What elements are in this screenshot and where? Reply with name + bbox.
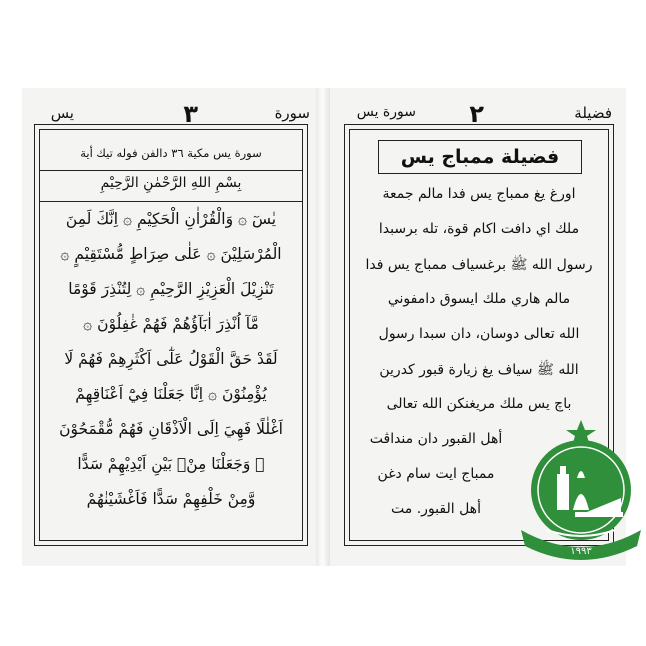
verse-line: لَقَدْ حَقَّ الْقَوْلُ عَلٰٓى اَكْثَرِهِمْ فَهُمْ لَا [64, 350, 278, 368]
right-page-number: ٢ [469, 100, 484, 128]
left-page-word: يس [50, 104, 74, 122]
text-line: رسول الله ﷺ برغسياف ممباج يس فدا [365, 257, 593, 273]
publisher-stamp [517, 418, 645, 564]
text-line: اورغ يغ ممباج يس فدا مالم جمعة [382, 186, 576, 202]
surah-info-line: سورة يس مكية ٣٦ دالفن فوله تيك أية [80, 146, 262, 160]
book-gutter [316, 88, 330, 566]
stamp-year: ١٩٩٣ [570, 546, 592, 557]
section-title-box [378, 140, 582, 174]
bismillah-rule [39, 201, 303, 202]
minaret-icon [557, 474, 569, 510]
bismillah: بِسْمِ اللهِ الرَّحْمٰنِ الرَّحِيْمِ [100, 175, 242, 191]
text-line: ممباج ايت سام دغن [377, 466, 495, 482]
right-book-title: فضيلة [574, 104, 612, 122]
surah-info-rule [39, 170, 303, 171]
text-line: الله تعالى دوسان، دان سبدا رسول [378, 326, 580, 342]
verse-line: اَغْلٰلًا فَهِيَ اِلَى الْاَذْقَانِ فَهُمْ مُّقْمَحُوْنَ [59, 420, 283, 438]
stamp-circle [531, 440, 631, 540]
text-line: أهل القبور. مت [391, 501, 481, 517]
stamp-emblem [521, 420, 641, 560]
verse-line: مَّآ اُنْذِرَ اٰبَآؤُهُمْ فَهُمْ غٰفِلُوْنَ ۞ [83, 315, 259, 333]
text-line: مالم هاري ملك ايسوق دامفوني [387, 291, 571, 307]
section-title: فضيلة ممباج يس [400, 146, 560, 168]
verse-line: تَنْزِيْلَ الْعَزِيْزِ الرَّحِيْمِ ۞ لِتُنْذِرَ قَوْمًا [68, 280, 274, 298]
text-line: الله ﷺ سياف يغ زيارة قبور كدرين [379, 362, 579, 378]
text-line: باچ يس ملك مريغنكن الله تعالى [386, 396, 572, 412]
right-surah-label: سورة يس [356, 104, 416, 120]
verse-line: يُؤْمِنُوْنَ ۞ اِنَّا جَعَلْنَا فِيْٓ اَعْنَاقِهِمْ [75, 385, 267, 403]
left-surah-label: سورة [274, 104, 310, 122]
verse-line: ۞ وَجَعَلْنَا مِنْۢ بَيْنِ اَيْدِيْهِمْ سَدًّا [77, 455, 265, 473]
verse-line: وَّمِنْ خَلْفِهِمْ سَدًّا فَاَغْشَيْنٰهُمْ [86, 490, 256, 508]
text-line: ملك اي دافت اكام قوة، تله برسبدا [378, 221, 580, 237]
text-line: أهل القبور دان منداڤت [369, 431, 503, 447]
verse-line: يٰسٓ ۞ وَالْقُرْاٰنِ الْحَكِيْمِ ۞ اِنَّكَ لَمِنَ [65, 210, 277, 228]
left-page-number: ٣ [183, 100, 198, 128]
verse-line: الْمُرْسَلِيْنَ ۞ عَلٰى صِرَاطٍ مُّسْتَقِيْمٍ ۞ [60, 245, 282, 263]
